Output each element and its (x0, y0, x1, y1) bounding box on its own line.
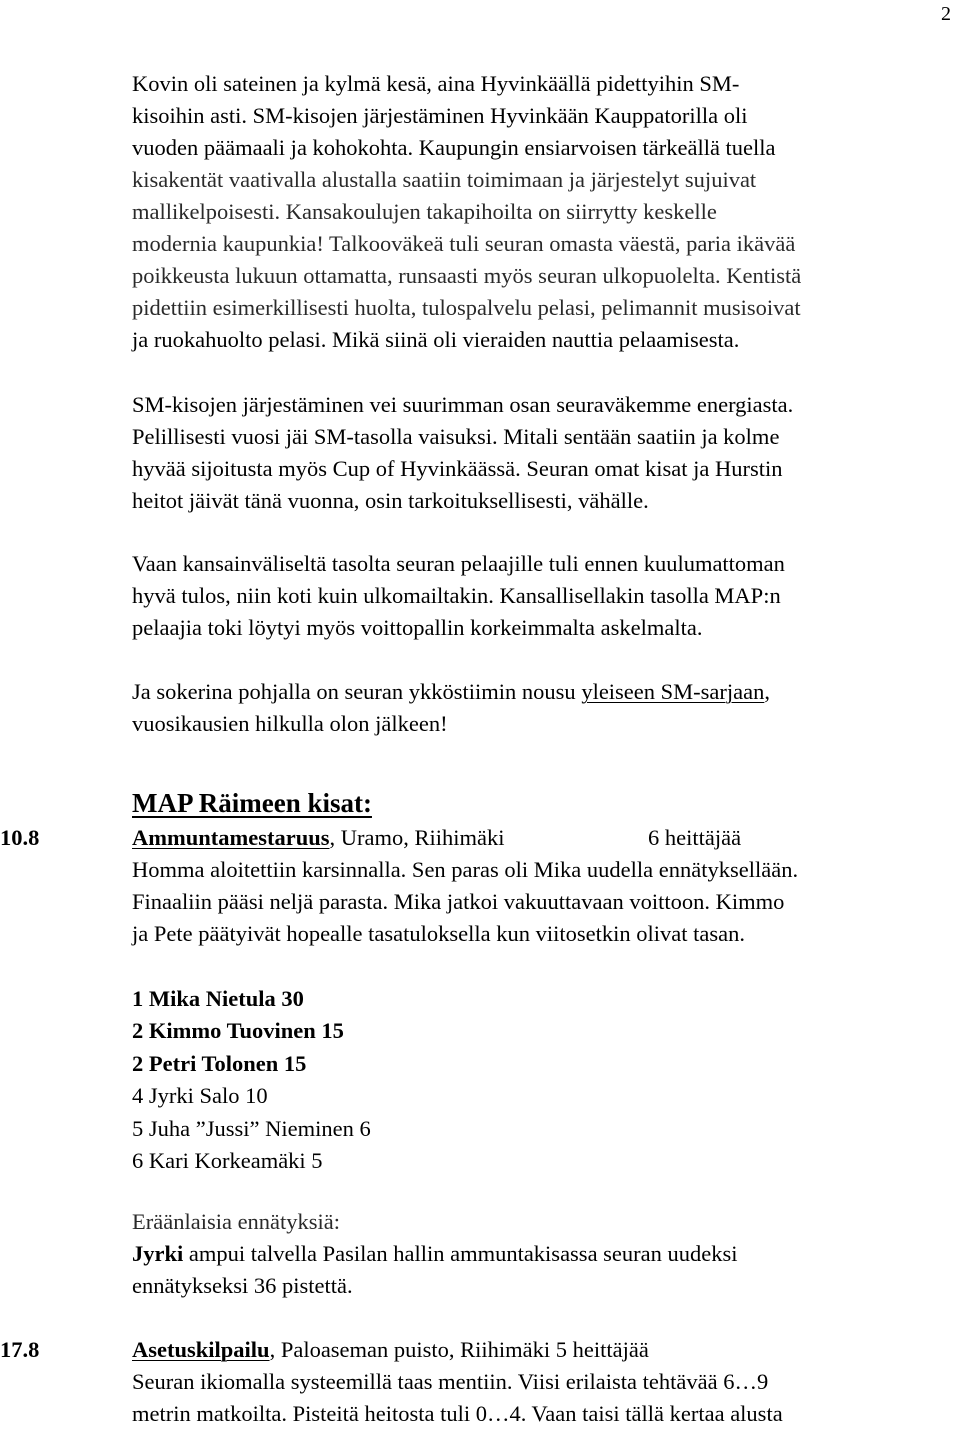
records-heading: Eräänlaisia ennätyksiä: (132, 1209, 341, 1234)
text-fragment: , (764, 679, 771, 704)
event-name: Asetuskilpailu (132, 1337, 270, 1362)
text-line: hyvää sijoitusta myös Cup of Hyvinkäässä. Seuran omat kisat ja Hurstin (132, 456, 783, 481)
text-line: metrin matkoilta. Pisteitä heitosta tuli 0…4. Vaan taisi tällä kertaa alusta (132, 1401, 783, 1426)
event-description (132, 1366, 958, 1430)
event-date: 10.8 (0, 825, 40, 850)
text-fragment: Ja sokerina pohjalla on seuran ykköstiimin nousu (132, 679, 582, 704)
text-line: Homma aloitettiin karsinnalla. Sen paras oli Mika uudella ennätyksellään. (132, 857, 799, 882)
text-fragment: ampui talvella Pasilan hallin ammuntakisassa seuran uudeksi (183, 1241, 738, 1266)
intro-paragraph-1 (132, 68, 958, 356)
results-list (132, 983, 371, 1177)
text-line: kisakentät vaativalla alustalla saatiin toimimaan ja järjestelyt sujuivat (132, 167, 757, 192)
event-name: Ammuntamestaruus (132, 825, 330, 850)
text-line: Pelillisesti vuosi jäi SM-tasolla vaisuksi. Mitali sentään saatiin ja kolme (132, 424, 780, 449)
text-line: ja ruokahuolto pelasi. Mikä siinä oli vieraiden nauttia pelaamisesta. (132, 327, 740, 352)
result-item: 2 Kimmo Tuovinen 15 (132, 1018, 344, 1044)
result-item: 6 Kari Korkeamäki 5 (132, 1148, 323, 1174)
intro-paragraph-2 (132, 389, 958, 517)
text-line: heitot jäivät tänä vuonna, osin tarkoituksellisesti, vähälle. (132, 488, 649, 513)
result-item: 5 Juha ”Jussi” Nieminen 6 (132, 1115, 371, 1141)
text-line: Kovin oli sateinen ja kylmä kesä, aina Hyvinkäällä pidettyihin SM- (132, 71, 740, 96)
intro-paragraph-4 (132, 676, 958, 740)
text-line (132, 1238, 958, 1270)
result-item: 4 Jyrki Salo 10 (132, 1083, 268, 1109)
page-number: 2 (941, 3, 951, 25)
event-date: 17.8 (0, 1337, 40, 1362)
result-item: 2 Petri Tolonen 15 (132, 1050, 307, 1076)
event-description (132, 854, 958, 950)
text-line: Seuran ikiomalla systeemillä taas mentiin. Viisi erilaista tehtävää 6…9 (132, 1369, 769, 1394)
event-heading (132, 1334, 649, 1366)
text-line: hyvä tulos, niin koti kuin ulkomailtakin. Kansallisellakin tasolla MAP:n (132, 583, 781, 608)
text-line: SM-kisojen järjestäminen vei suurimman osan seuraväkemme energiasta. (132, 392, 794, 417)
event-participants: 6 heittäjää (648, 825, 742, 850)
text-line: modernia kaupunkia! Talkooväkeä tuli seuran omasta väestä, paria ikävää (132, 231, 796, 256)
text-line: kisoihin asti. SM-kisojen järjestäminen Hyvinkään Kauppatorilla oli (132, 103, 748, 128)
underlined-phrase: yleiseen SM-sarjaan (581, 679, 765, 704)
text-line: ja Pete päätyivät hopealle tasatuloksella kun viitosetkin olivat tasan. (132, 921, 745, 946)
text-line: Vaan kansainväliseltä tasolta seuran pelaajille tuli ennen kuulumattoman (132, 551, 785, 576)
records-name: Jyrki (132, 1241, 184, 1266)
text-line: vuosikausien hilkulla olon jälkeen! (132, 711, 448, 736)
text-line: pidettiin esimerkillisesti huolta, tulospalvelu pelasi, pelimannit musisoivat (132, 295, 801, 320)
result-item: 1 Mika Nietula 30 (132, 986, 304, 1011)
event-heading (132, 822, 742, 854)
text-line: ennätykseksi 36 pistettä. (132, 1273, 353, 1298)
text-line: poikkeusta lukuun ottamatta, runsaasti myös seuran ulkopuolelta. Kentistä (132, 263, 802, 288)
text-line: vuoden päämaali ja kohokohta. Kaupungin ensiarvoisen tärkeällä tuella (132, 135, 776, 160)
text-line: pelaajia toki löytyi myös voittopallin korkeimmalta askelmalta. (132, 615, 703, 640)
text-line: Finaaliin pääsi neljä parasta. Mika jatkoi vakuuttavaan voittoon. Kimmo (132, 889, 785, 914)
text-line (132, 676, 958, 708)
intro-paragraph-3 (132, 548, 958, 644)
records-block (132, 1206, 958, 1302)
event-place: , Paloaseman puisto, Riihimäki 5 heittäjää (269, 1337, 649, 1362)
section-title: MAP Räimeen kisat: (132, 788, 372, 818)
text-line: mallikelpoisesti. Kansakoulujen takapihoilta on siirrytty keskelle (132, 199, 717, 224)
event-place: , Uramo, Riihimäki (329, 825, 505, 850)
